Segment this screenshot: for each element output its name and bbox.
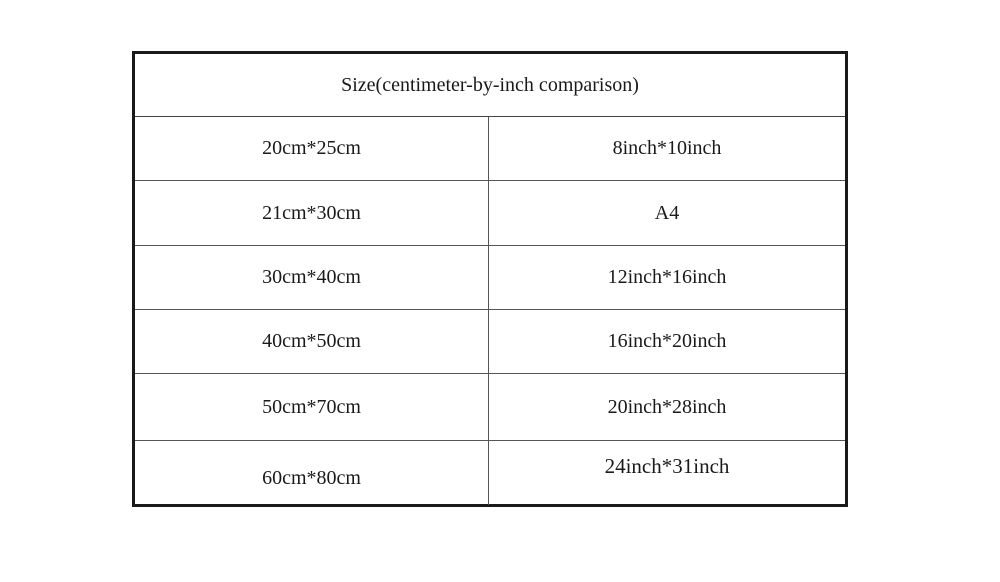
size-comparison-table (132, 51, 848, 507)
cm-size-cell: 20cm*25cm (135, 117, 489, 180)
inch-size-cell: 24inch*31inch (604, 453, 730, 478)
table-row (135, 310, 845, 374)
cm-size-cell: 50cm*70cm (135, 374, 489, 440)
table-row (135, 246, 845, 310)
inch-size-cell: 12inch*16inch (607, 266, 727, 288)
table-header: Size(centimeter-by-inch comparison) (135, 54, 845, 117)
inch-size-cell: 20inch*28inch (607, 395, 727, 418)
table-row (135, 374, 845, 441)
table-row (135, 181, 845, 246)
cm-size-cell: 21cm*30cm (135, 181, 489, 245)
inch-size-cell: 8inch*10inch (612, 137, 722, 159)
table-row (135, 441, 845, 505)
table-row (135, 117, 845, 181)
cm-size-cell: 30cm*40cm (135, 246, 489, 309)
cm-size-cell: 40cm*50cm (135, 310, 489, 373)
inch-size-cell: A4 (654, 201, 680, 224)
inch-size-cell: 16inch*20inch (607, 330, 727, 352)
cm-size-cell: 60cm*80cm (135, 441, 489, 505)
